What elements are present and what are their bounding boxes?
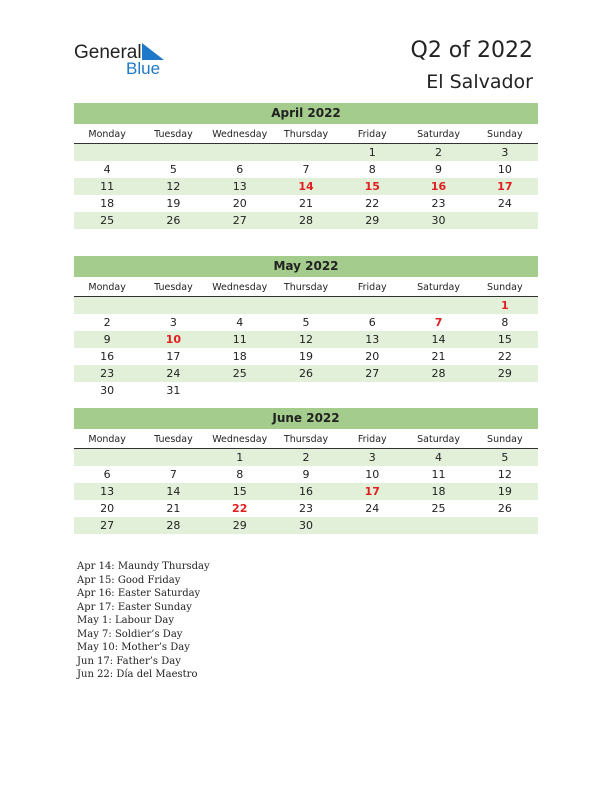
empty-day-cell <box>339 517 405 534</box>
week-row <box>74 449 538 466</box>
week-row <box>74 517 538 534</box>
day-cell: 10 <box>365 468 380 481</box>
day-cell: 16 <box>100 350 115 363</box>
weekday-header-row <box>74 279 538 297</box>
week-row <box>74 466 538 483</box>
empty-day-cell <box>207 382 273 399</box>
holiday-item: Jun 22: Día del Maestro <box>77 669 198 680</box>
day-cell: 9 <box>435 163 443 176</box>
week-rows <box>74 297 538 399</box>
day-cell: 22 <box>232 502 248 515</box>
day-cell: 7 <box>434 316 443 329</box>
week-row <box>74 195 538 212</box>
holiday-list <box>77 560 210 682</box>
month-header: April 2022 <box>74 103 538 124</box>
day-cell: 22 <box>365 197 380 210</box>
day-cell: 11 <box>431 468 446 481</box>
weekday-label: Thursday <box>283 434 329 445</box>
weekday-label: Saturday <box>417 282 460 293</box>
day-cell: 25 <box>232 367 247 380</box>
week-row <box>74 365 538 382</box>
day-cell: 21 <box>298 197 313 210</box>
weekday-label: Saturday <box>417 434 460 445</box>
day-cell: 23 <box>431 197 446 210</box>
empty-day-cell <box>273 382 339 399</box>
day-cell: 30 <box>431 214 446 227</box>
day-cell: 5 <box>302 316 310 329</box>
day-cell: 11 <box>232 333 247 346</box>
weekday-label: Wednesday <box>212 434 268 445</box>
day-cell: 17 <box>497 180 513 193</box>
empty-day-cell <box>207 297 273 314</box>
month-april <box>74 103 538 229</box>
empty-day-cell <box>273 144 339 161</box>
day-cell: 5 <box>501 451 509 464</box>
holiday-item: Apr 14: Maundy Thursday <box>77 561 210 572</box>
day-cell: 8 <box>236 468 244 481</box>
weekday-label: Wednesday <box>212 282 268 293</box>
holiday-item: Jun 17: Father’s Day <box>77 655 181 667</box>
week-rows <box>74 144 538 229</box>
day-cell: 19 <box>497 485 512 498</box>
day-cell: 12 <box>298 333 313 346</box>
logo-text-blue: Blue <box>126 59 161 78</box>
empty-day-cell <box>339 297 405 314</box>
holiday-item: May 10: Mother’s Day <box>77 642 190 653</box>
day-cell: 15 <box>232 485 247 498</box>
day-cell: 20 <box>232 197 247 210</box>
day-cell: 21 <box>166 502 181 515</box>
week-row <box>74 331 538 348</box>
weekday-label: Thursday <box>283 282 329 293</box>
day-cell: 24 <box>166 367 181 380</box>
day-cell: 27 <box>232 214 247 227</box>
weekday-label: Monday <box>88 434 126 445</box>
day-cell: 23 <box>298 502 313 515</box>
day-cell: 18 <box>232 350 247 363</box>
holiday-item: Apr 16: Easter Saturday <box>77 588 201 599</box>
holiday-item: Apr 15: Good Friday <box>77 574 181 586</box>
weekday-label: Tuesday <box>154 282 193 293</box>
day-cell: 12 <box>497 468 512 481</box>
week-row <box>74 212 538 229</box>
empty-day-cell <box>405 382 471 399</box>
day-cell: 3 <box>501 146 509 159</box>
week-row <box>74 314 538 331</box>
day-cell: 18 <box>100 197 115 210</box>
empty-day-cell <box>405 517 471 534</box>
empty-day-cell <box>207 144 273 161</box>
day-cell: 6 <box>103 468 111 481</box>
week-row <box>74 382 538 399</box>
week-row <box>74 348 538 365</box>
weekday-label: Monday <box>88 129 126 140</box>
day-cell: 29 <box>497 367 512 380</box>
empty-day-cell <box>405 297 471 314</box>
day-cell: 24 <box>497 197 512 210</box>
day-cell: 14 <box>431 333 446 346</box>
week-row <box>74 178 538 195</box>
day-cell: 1 <box>236 451 244 464</box>
weekday-label: Thursday <box>283 129 329 140</box>
month-may <box>74 256 538 399</box>
month-june <box>74 408 538 534</box>
day-cell: 20 <box>365 350 380 363</box>
page-subtitle: El Salvador <box>426 71 533 93</box>
day-cell: 29 <box>232 519 247 532</box>
month-header: May 2022 <box>74 256 538 277</box>
day-cell: 4 <box>236 316 244 329</box>
day-cell: 10 <box>165 333 182 346</box>
day-cell: 13 <box>100 485 115 498</box>
weekday-label: Friday <box>357 434 387 445</box>
day-cell: 17 <box>166 350 181 363</box>
empty-day-cell <box>472 382 538 399</box>
empty-day-cell <box>273 297 339 314</box>
empty-day-cell <box>74 144 140 161</box>
day-cell: 27 <box>365 367 380 380</box>
empty-day-cell <box>472 212 538 229</box>
day-cell: 17 <box>364 485 380 498</box>
day-cell: 16 <box>298 485 313 498</box>
weekday-header-row <box>74 431 538 449</box>
weekday-label: Friday <box>357 129 387 140</box>
page-title: Q2 of 2022 <box>410 38 533 63</box>
day-cell: 14 <box>166 485 181 498</box>
empty-day-cell <box>339 382 405 399</box>
day-cell: 3 <box>169 316 177 329</box>
day-cell: 22 <box>497 350 512 363</box>
day-cell: 15 <box>364 180 380 193</box>
day-cell: 10 <box>497 163 512 176</box>
day-cell: 31 <box>166 384 181 397</box>
day-cell: 2 <box>302 451 310 464</box>
day-cell: 4 <box>435 451 443 464</box>
day-cell: 8 <box>368 163 376 176</box>
empty-day-cell <box>472 517 538 534</box>
week-row <box>74 144 538 161</box>
day-cell: 29 <box>365 214 380 227</box>
day-cell: 19 <box>166 197 181 210</box>
logo <box>74 42 184 82</box>
weekday-label: Friday <box>357 282 387 293</box>
empty-day-cell <box>74 449 140 466</box>
weekday-label: Monday <box>88 282 126 293</box>
weekday-label: Wednesday <box>212 129 268 140</box>
day-cell: 7 <box>169 468 177 481</box>
day-cell: 16 <box>430 180 447 193</box>
day-cell: 5 <box>169 163 177 176</box>
week-rows <box>74 449 538 534</box>
day-cell: 3 <box>368 451 376 464</box>
day-cell: 7 <box>302 163 310 176</box>
day-cell: 9 <box>103 333 111 346</box>
logo-text-general: General <box>74 42 142 63</box>
day-cell: 26 <box>166 214 181 227</box>
day-cell: 21 <box>431 350 446 363</box>
weekday-label: Sunday <box>487 434 523 445</box>
day-cell: 6 <box>236 163 244 176</box>
month-header: June 2022 <box>74 408 538 429</box>
day-cell: 28 <box>298 214 313 227</box>
day-cell: 11 <box>100 180 115 193</box>
empty-day-cell <box>74 297 140 314</box>
weekday-label: Tuesday <box>154 434 193 445</box>
day-cell: 2 <box>103 316 111 329</box>
day-cell: 18 <box>431 485 446 498</box>
day-cell: 14 <box>298 180 314 193</box>
empty-day-cell <box>140 449 206 466</box>
day-cell: 6 <box>368 316 376 329</box>
week-row <box>74 483 538 500</box>
day-cell: 26 <box>497 502 512 515</box>
day-cell: 26 <box>298 367 313 380</box>
empty-day-cell <box>140 144 206 161</box>
weekday-label: Saturday <box>417 129 460 140</box>
day-cell: 23 <box>100 367 115 380</box>
day-cell: 4 <box>103 163 111 176</box>
day-cell: 27 <box>100 519 115 532</box>
week-row <box>74 297 538 314</box>
day-cell: 25 <box>431 502 446 515</box>
day-cell: 20 <box>100 502 115 515</box>
day-cell: 30 <box>100 384 115 397</box>
day-cell: 19 <box>298 350 313 363</box>
holiday-item: May 7: Soldier’s Day <box>77 628 183 640</box>
holiday-item: May 1: Labour Day <box>77 615 174 626</box>
day-cell: 25 <box>100 214 115 227</box>
day-cell: 13 <box>232 180 247 193</box>
day-cell: 13 <box>365 333 380 346</box>
weekday-label: Sunday <box>487 129 523 140</box>
day-cell: 12 <box>166 180 181 193</box>
day-cell: 1 <box>368 146 376 159</box>
holiday-item: Apr 17: Easter Sunday <box>77 601 192 613</box>
week-row <box>74 500 538 517</box>
week-row <box>74 161 538 178</box>
day-cell: 28 <box>166 519 181 532</box>
day-cell: 9 <box>302 468 310 481</box>
weekday-label: Sunday <box>487 282 523 293</box>
day-cell: 15 <box>497 333 512 346</box>
day-cell: 2 <box>435 146 443 159</box>
day-cell: 8 <box>501 316 509 329</box>
day-cell: 24 <box>365 502 380 515</box>
weekday-header-row <box>74 126 538 144</box>
day-cell: 30 <box>298 519 313 532</box>
weekday-label: Tuesday <box>154 129 193 140</box>
empty-day-cell <box>140 297 206 314</box>
day-cell: 1 <box>501 299 509 312</box>
day-cell: 28 <box>431 367 446 380</box>
